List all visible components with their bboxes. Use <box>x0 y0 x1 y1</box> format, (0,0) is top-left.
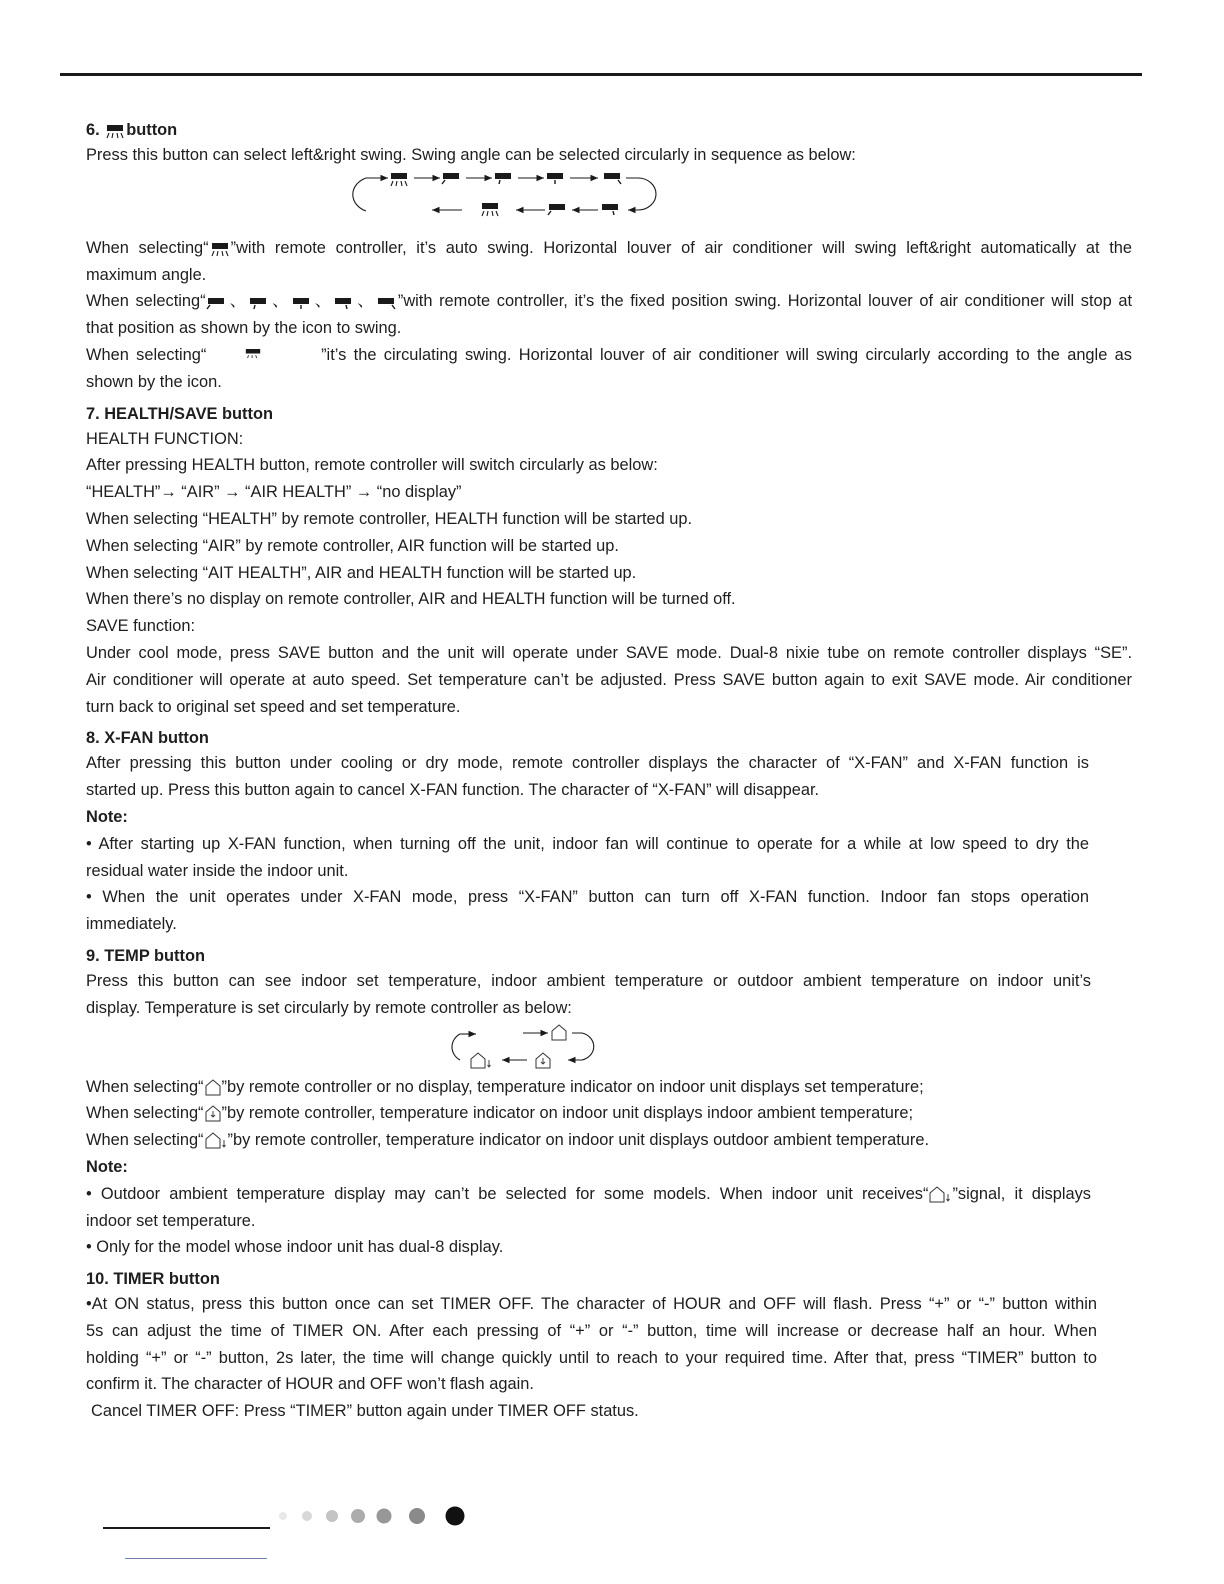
outdoor-temp-icon <box>928 1185 952 1203</box>
section-9-line: Press this button can see indoor set temperature, indoor ambient temperature or outdoor ambient temperature on indoor unit’s <box>86 971 1091 990</box>
page-decoration-dots <box>272 1500 472 1532</box>
section-7-line: When selecting “AIR” by remote controller, AIR function will be started up. <box>86 536 619 555</box>
dot-3 <box>326 1510 338 1522</box>
section-9-set-temp-line: When selecting“ ”by remote controller or no display, temperature indicator on indoor unit displays set temperature; <box>86 1077 924 1096</box>
dot-4 <box>351 1509 365 1523</box>
swing-auto-return-icon <box>482 203 498 216</box>
section-10-line: 5s can adjust the time of TIMER ON. After each pressing of “+” or “-” button, time will increase or decrease half an hour. When <box>86 1321 1097 1340</box>
indoor-temp-icon <box>536 1053 550 1068</box>
section-8-note-bullet-cont: immediately. <box>86 915 177 934</box>
dot-6 <box>409 1508 425 1524</box>
section-8-line: started up. Press this button again to cancel X-FAN function. The character of “X-FAN” will disappear. <box>86 781 820 800</box>
swing-pos4-icon <box>602 204 618 215</box>
section-7-line: HEALTH FUNCTION: <box>86 429 244 448</box>
indoor-temp-icon <box>204 1104 222 1122</box>
dot-1 <box>279 1512 287 1520</box>
section-8-line: After pressing this button under cooling or dry mode, remote controller displays the character of “X-FAN” and X-FAN function is <box>86 754 1089 773</box>
section-8-note-bullet: • When the unit operates under X-FAN mode, press “X-FAN” button can turn off X-FAN function. Indoor fan stops operation <box>86 888 1089 907</box>
auto-swing-icon <box>209 241 231 257</box>
section-6-title: button <box>126 121 178 139</box>
swing-sequence-diagram <box>86 169 1132 235</box>
section-6-circulating-swing-line-cont: shown by the icon. <box>86 372 222 391</box>
section-10-line: confirm it. The character of HOUR and OFF won’t flash again. <box>86 1375 534 1394</box>
section-10-heading: 10. TIMER button <box>86 1270 220 1289</box>
section-6-fixed-swing-line: When selecting“ 、 、 、 、 ”with remote controller, it’s the fixed position swing. Horizontal louver of air conditioner will stop at <box>86 292 1133 311</box>
section-7-line: SAVE function: <box>86 617 196 636</box>
section-8-note-bullet: • After starting up X-FAN function, when turning off the unit, indoor fan will continue to operate for a while at low speed to dry the <box>86 834 1089 853</box>
section-10-line: •At ON status, press this button once can set TIMER OFF. The character of HOUR and OFF will flash. Press “+” or “-” button within <box>86 1295 1097 1314</box>
section-7-line: When selecting “HEALTH” by remote controller, HEALTH function will be started up. <box>86 509 693 528</box>
dot-2 <box>302 1511 312 1521</box>
section-9-note-bullet: • Only for the model whose indoor unit has dual-8 display. <box>86 1238 504 1257</box>
section-7-line: When selecting “AIT HEALTH”, AIR and HEALTH function will be started up. <box>86 563 637 582</box>
section-6-circulating-swing-line: When selecting“ ”it’s the circulating swing. Horizontal louver of air conditioner will swing circularly according to the angle as <box>86 345 1132 364</box>
section-6-intro: Press this button can select left&right swing. Swing angle can be selected circularly in sequence as below: <box>86 146 856 164</box>
section-6-auto-swing-line-cont: maximum angle. <box>86 265 207 284</box>
swing-pos1-icon <box>442 173 459 184</box>
circulating-swing-icon <box>214 348 314 364</box>
manual-content <box>86 118 1132 1425</box>
outdoor-temp-icon <box>471 1053 491 1068</box>
section-8-heading: 8. X-FAN button <box>86 729 209 748</box>
swing-pos4-icon <box>333 296 355 310</box>
section-7-line: After pressing HEALTH button, remote controller will switch circularly as below: <box>86 456 658 475</box>
swing-pos3-icon <box>291 296 313 310</box>
footer-link-underline <box>125 1558 267 1559</box>
temp-sequence-diagram <box>86 1022 1132 1074</box>
section-9-note-label: Note: <box>86 1157 128 1176</box>
section-9-heading: 9. TEMP button <box>86 946 205 965</box>
section-7-save-line: Under cool mode, press SAVE button and the unit will operate under SAVE mode. Dual-8 nixie tube on remote controller displays “SE”. <box>86 643 1132 662</box>
section-7-save-line: Air conditioner will operate at auto speed. Set temperature can’t be adjusted. Press SAVE button again to exit SAVE mode. Air conditioner <box>86 670 1132 689</box>
section-9-note-bullet-cont: indoor set temperature. <box>86 1211 256 1230</box>
section-10-cancel-line: Cancel TIMER OFF: Press “TIMER” button again under TIMER OFF status. <box>91 1402 639 1421</box>
swing-pos2-icon <box>248 296 270 310</box>
section-8-note-bullet-cont: residual water inside the indoor unit. <box>86 861 349 880</box>
swing-pos1-icon <box>206 296 228 310</box>
section-7-heading: 7. HEALTH/SAVE button <box>86 404 273 423</box>
header-rule <box>60 73 1142 76</box>
swing-pos3-icon <box>547 173 563 184</box>
section-8-note-label: Note: <box>86 807 128 826</box>
section-6-number: 6. <box>86 121 100 139</box>
dot-7 <box>446 1507 465 1526</box>
section-7-line: When there’s no display on remote controller, AIR and HEALTH function will be turned off. <box>86 590 736 609</box>
outdoor-temp-icon <box>204 1131 228 1149</box>
section-6-fixed-swing-line-cont: that position as shown by the icon to swing. <box>86 319 402 338</box>
section-6-auto-swing-line: When selecting“ ”with remote controller, it’s auto swing. Horizontal louver of air conditioner will swing left&right automatically at the <box>86 238 1132 257</box>
swing-pos1-return-icon <box>548 204 565 215</box>
swing-pos5-icon <box>376 296 398 310</box>
swing-pos2-icon <box>495 173 511 184</box>
section-9-indoor-temp-line: When selecting“ ”by remote controller, temperature indicator on indoor unit displays indoor ambient temperature; <box>86 1104 914 1123</box>
auto-swing-icon <box>104 123 126 139</box>
set-temp-icon <box>552 1025 566 1040</box>
section-10-line: holding “+” or “-” button, 2s later, the time will change quickly until to reach to your required time. After that, press “TIMER” button to <box>86 1348 1097 1367</box>
dot-5 <box>377 1509 392 1524</box>
set-temp-icon <box>204 1078 222 1096</box>
swing-pos5-icon <box>604 173 621 184</box>
section-7-save-line: turn back to original set speed and set temperature. <box>86 697 461 716</box>
section-9-outdoor-temp-line: When selecting“ ”by remote controller, temperature indicator on indoor unit displays outdoor ambient temperature. <box>86 1131 930 1150</box>
footer-rule <box>103 1527 270 1529</box>
section-9-note-bullet: • Outdoor ambient temperature display may can’t be selected for some models. When indoor unit receives“ ”signal, it displays <box>86 1184 1091 1203</box>
swing-auto-icon <box>391 173 407 186</box>
section-6-heading <box>86 118 1132 142</box>
section-7-line: “HEALTH”→ “AIR” → “AIR HEALTH” → “no display” <box>86 483 462 502</box>
section-9-line: display. Temperature is set circularly by remote controller as below: <box>86 998 572 1017</box>
